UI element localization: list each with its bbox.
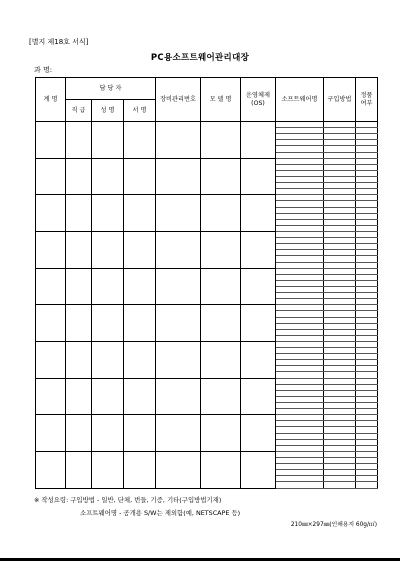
entry-cell[interactable] <box>36 231 66 268</box>
entry-cell[interactable] <box>124 378 156 415</box>
entry-cell[interactable] <box>124 195 156 232</box>
ledger-body <box>36 122 378 489</box>
entry-cell[interactable] <box>201 268 241 305</box>
header-category: 계 명 <box>36 78 66 122</box>
entry-cell[interactable] <box>36 415 66 452</box>
entry-cell[interactable] <box>156 122 201 159</box>
entry-cell[interactable] <box>124 268 156 305</box>
entry-cell[interactable] <box>66 341 92 378</box>
entry-cell[interactable] <box>124 231 156 268</box>
paper-spec: 210㎜×297㎜(인쇄용지 60g/㎡) <box>290 522 377 528</box>
entry-cell[interactable] <box>66 122 92 159</box>
department-label: 과 명: <box>34 66 53 74</box>
entry-cell[interactable] <box>36 195 66 232</box>
entry-cell[interactable] <box>201 231 241 268</box>
entry-cell[interactable] <box>156 268 201 305</box>
entry-cell[interactable] <box>201 195 241 232</box>
entry-cell[interactable] <box>241 378 276 415</box>
entry-cell[interactable] <box>156 158 201 195</box>
entry-cell[interactable] <box>66 378 92 415</box>
entry-cell[interactable] <box>156 451 201 488</box>
entry-cell[interactable] <box>156 195 201 232</box>
entry-cell[interactable] <box>36 268 66 305</box>
entry-cell[interactable] <box>124 341 156 378</box>
entry-cell[interactable] <box>241 231 276 268</box>
entry-cell[interactable] <box>66 451 92 488</box>
header-purchase-method: 구입방법 <box>324 78 356 122</box>
bottom-rule <box>0 558 400 561</box>
entry-cell[interactable] <box>201 158 241 195</box>
entry-cell[interactable] <box>124 158 156 195</box>
entry-cell[interactable] <box>241 158 276 195</box>
entry-cell[interactable] <box>66 158 92 195</box>
entry-cell[interactable] <box>66 195 92 232</box>
entry-cell[interactable] <box>66 415 92 452</box>
entry-cell[interactable] <box>156 378 201 415</box>
entry-cell[interactable] <box>36 378 66 415</box>
entry-cell[interactable] <box>201 451 241 488</box>
entry-cell[interactable] <box>241 341 276 378</box>
entry-cell[interactable] <box>66 268 92 305</box>
header-manager-group: 담 당 자 <box>66 78 156 100</box>
header-genuine-line2: 여부 <box>360 99 373 107</box>
entry-cell[interactable] <box>36 122 66 159</box>
entry-cell[interactable] <box>92 415 124 452</box>
software-entry-cell[interactable] <box>324 482 356 489</box>
header-model-name: 모 델 명 <box>201 78 241 122</box>
header-genuine-line1: 정품 <box>360 92 373 100</box>
software-entry-cell[interactable] <box>356 482 378 489</box>
entry-cell[interactable] <box>124 451 156 488</box>
form-title: PC용소프트웨어관리대장 <box>150 53 250 63</box>
software-ledger-table <box>35 77 378 489</box>
entry-cell[interactable] <box>92 158 124 195</box>
entry-cell[interactable] <box>92 378 124 415</box>
entry-cell[interactable] <box>92 195 124 232</box>
header-signature: 서 명 <box>124 100 156 122</box>
entry-cell[interactable] <box>156 415 201 452</box>
header-name: 성 명 <box>92 100 124 122</box>
entry-cell[interactable] <box>156 231 201 268</box>
software-entry-cell[interactable] <box>276 482 324 489</box>
entry-cell[interactable] <box>36 451 66 488</box>
entry-cell[interactable] <box>201 305 241 342</box>
entry-cell[interactable] <box>201 122 241 159</box>
header-genuine-status <box>356 78 378 122</box>
entry-cell[interactable] <box>241 122 276 159</box>
entry-cell[interactable] <box>241 305 276 342</box>
entry-cell[interactable] <box>201 341 241 378</box>
entry-cell[interactable] <box>201 415 241 452</box>
entry-cell[interactable] <box>92 122 124 159</box>
entry-cell[interactable] <box>36 341 66 378</box>
entry-cell[interactable] <box>124 122 156 159</box>
entry-cell[interactable] <box>92 305 124 342</box>
entry-cell[interactable] <box>66 231 92 268</box>
header-software-name: 소프트웨어명 <box>276 78 324 122</box>
entry-cell[interactable] <box>36 305 66 342</box>
entry-cell[interactable] <box>156 341 201 378</box>
instruction-note-2: 소프트웨어명 - 공개용 S/W는 제외함(예, NETSCAPE 등) <box>80 509 241 517</box>
entry-cell[interactable] <box>92 341 124 378</box>
entry-cell[interactable] <box>241 195 276 232</box>
entry-cell[interactable] <box>36 158 66 195</box>
header-os-line1: 운영체제 <box>246 92 270 100</box>
entry-cell[interactable] <box>201 378 241 415</box>
entry-cell[interactable] <box>92 451 124 488</box>
entry-cell[interactable] <box>124 415 156 452</box>
entry-cell[interactable] <box>156 305 201 342</box>
instruction-note-1: ※ 작성요령: 구입방법 - 일반, 단체, 번들, 기증, 기타(구입방법기재) <box>34 496 222 504</box>
entry-cell[interactable] <box>66 305 92 342</box>
entry-cell[interactable] <box>241 268 276 305</box>
header-os-line2: (OS) <box>251 99 265 107</box>
header-equipment-number: 장비관리번호 <box>156 78 201 122</box>
entry-cell[interactable] <box>92 268 124 305</box>
form-number: [별지 제18호 서식] <box>29 38 89 46</box>
entry-cell[interactable] <box>92 231 124 268</box>
header-operating-system <box>241 78 276 122</box>
header-rank: 직 급 <box>66 100 92 122</box>
entry-cell[interactable] <box>241 451 276 488</box>
entry-cell[interactable] <box>124 305 156 342</box>
entry-cell[interactable] <box>241 415 276 452</box>
